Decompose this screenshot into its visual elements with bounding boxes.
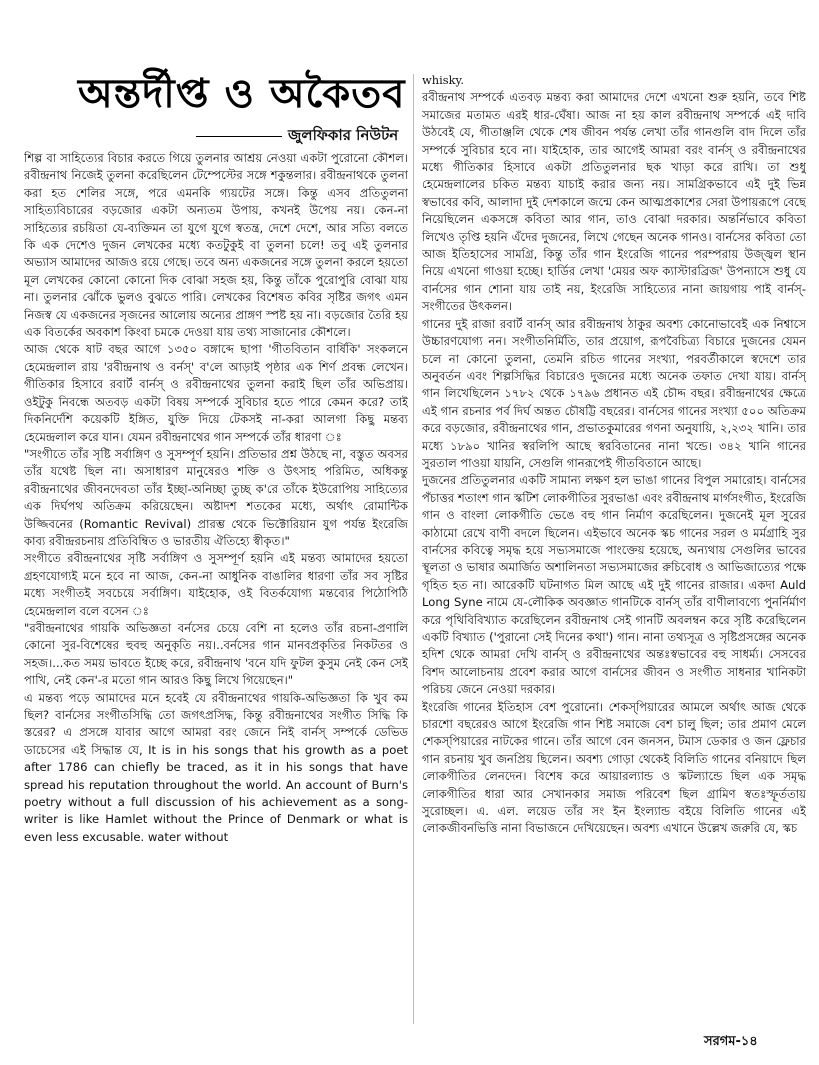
paragraph: রবীন্দ্রনাথ সম্পর্কে এতবড় মন্তব্য করা আমাদের দেশে এখনো শুরু হয়নি, তবে শিষ্ট সমাজের মতামত এরই ধার-ঘেঁষা। আজ না হয় কাল রবীন্দ্রনাথ সম্পর্কে এই দাবি উঠবেই যে, গীতাঞ্জলি থেকে শেষ জীবন পর্যন্ত লেখা তাঁর গানগুলি বাদ দিলে তাঁর সম্পর্কে সুবিচার হবে না। যাইহোক, তার আগেই আমরা বরং বার্নস্ ও রবীন্দ্রনাথের মধ্যে গীতিকার হিসাবে একটা প্রতিতুলনার ছক খাড়া করে রাখি। তা শুধু হেমেন্দ্রলালের চকিত মন্তব্য যাচাই করার জন্য নয়। সামগ্রিকভাবে এই দুই ভিন্ন স্বভাবের কবি, আলাদা দুই দেশকালে জন্মে কেন আত্মপ্রকাশের সেরা উপায়রূপে বেছে নিয়েছিলেন একসঙ্গে কবিতা আর গান, তাও বোঝা দরকার। অন্তর্নিভাবে কবিতা লিখেও তৃপ্তি হয়নি এঁদের দুজনের, লিখে গেছেন অনেক গানও। বার্নসের কবিতা তো আজ ইতিহাসের সামগ্রি, কিন্তু তাঁর গান ইংরেজি গানের পরম্পরায় উজ্জ্বল স্থান নিয়ে এখনো গাওয়া হচ্ছে। হার্ডির লেখা 'মেয়র অফ ক্যাস্টারব্রিজ' উপন্যাসে শুধু যে বার্নসের গান শোনা যায় তাই নয়, ইংরেজি সাহিত্যের নানা জায়গায় পাই বার্নস্-সংগীতের উৎকলন। [422, 90, 806, 314]
paragraph: গানের দুই রাজা রবার্ট বার্নস্ আর রবীন্দ্রনাথ ঠাকুর অবশ্য কোনোভাবেই এক নিশ্বাসে উচ্চারণযোগ্য নন। সংগীতনির্মিতি, তার প্রয়োগ, রূপবৈচিত্র্য বিচারে দুজনের যেমন চলে না কোনো তুলনা, তেমনি রচিত গানের সংখ্যা, পরবর্তীকালে স্বদেশে তার অনুবর্তন এবং শিল্পসিদ্ধির বিচারেও দুজনের মধ্যে অনেক তফাত দেখা যায়। বার্নস্ গান লিখেছিলেন ১৭৮২ থেকে ১৭৯৬ প্রধানত এই চৌদ্দ বছর। রবীন্দ্রনাথের ক্ষেত্রে এই গান রচনার পর্ব দির্ঘ অন্তত চৌষট্টি বছরের। বার্নসের গানের সংখ্যা ৫০০ অতিক্রম করে বড়জোর, রবীন্দ্রনাথের গান, প্রভাতকুমারের গণনা অনুযায়ি, ২,২৩২ খানি। তার মধ্যে ১৮৯০ খানির স্বরলিপি আছে স্বরবিতানের নানা খন্ডে। ৩৪২ খানি গানের সুরতাল পাওয়া যায়নি, সেগুলি গানরূপেই গীতবিতানে আছে। [422, 316, 806, 470]
paragraph-continuation: whisky. [422, 73, 465, 87]
column-divider [413, 74, 414, 1024]
quotation: "রবীন্দ্রনাথের গায়কি অভিজ্ঞতা বর্নসের চেয়ে বেশি না হলেও তাঁর রচনা-প্রণালি কোনো সুর-বিশেষের হুবহু অনুকৃতি নয়।..বর্নসের গান মানবপ্রকৃতির নিকটতর ও সহজ।...কত সময় ভাবতে ইচ্ছে করে, রবীন্দ্রনাথ 'বনে যদি ফুটল কুসুম নেই কেন সেই পাখি, নেই কেন'-র মতো গান আরও কিছু লিখে গিয়েছেন।" [24, 620, 408, 688]
quotation: "সংগীতে তাঁর সৃষ্টি সর্বাঙ্গিণ ও সুসম্পূর্ণ হয়নি। প্রতিভার প্রশ্ন উঠছে না, বস্তুত অবসর তাঁর যথেষ্ট ছিল না। অসাধারণ মানুষেরও শক্তি ও উৎসাহ পরিমিত, অধিকন্তু রবীন্দ্রনাথের জীবনদেবতা তাঁর ইচ্ছা-অনিচ্ছা তুচ্ছ ক'রে তাঁকে ইউরোপিয় সাহিত্যের এক দির্ঘপথ অতিক্রম করিয়েছেন। অষ্টাদশ শতকের মধ্যে, অর্থাৎ রোমান্টিক উজ্জিবনের (Romantic Revival) প্রারম্ভ থেকে ভিক্টোরিয়ান যুগ পর্যন্ত ইংরেজি কাব্য রবীন্দ্ররচনায় প্রতিবিম্বিত ও ভারতীয় ঐতিহ্যে স্বীকৃত।" [24, 446, 408, 548]
left-column [24, 150, 408, 1020]
paragraph: সংগীতে রবীন্দ্রনাথের সৃষ্টি সর্বাঙ্গিণ ও সুসম্পূর্ণ হয়নি এই মন্তব্য আমাদের হয়তো গ্রহণযোগ্যই মনে হবে না আজ, কেন-না আধুনিক বাঙালির ধারণা তাঁর সব সৃষ্টির মধ্যে সংগীতই সবচেয়ে সর্বাঙ্গিণ। যাইহোক, ওই বিতর্কযোগ্য মন্তব্যের পিঠোপিঠি হেমেন্দ্রলাল বলে বসেন ঃ [24, 551, 408, 618]
page-number: সরগম-১৪ [704, 1034, 758, 1049]
paragraph: দুজনের প্রতিতুলনার একটি সামান্য লক্ষণ হল ভাঙা গানের বিপুল সমারোহ। বার্নসের পঁচাত্তর শতাংশ গান স্কটিশ লোকগীতির সুরভাঙা এবং রবীন্দ্রনাথ মার্গসংগীত, ইংরেজি গান ও বাংলা লোকগীতি ভেঙে বহু গান নির্মাণ করেছিলেন। দুজনেই মূল সুরের কাঠামো রেখে বাণী বদলে ছিলেন। এইভাবে অনেক স্কচ গানের সরল ও মর্মগ্রাহি সুর বার্নসের কবিত্বে সমৃদ্ধ হয়ে সভ্যসমাজে পাংক্তেয় হয়েছে, অন্যথায় সেগুলির ভাবের স্থূলতা ও ভাষার অমার্জিত অশালিনতা সভ্যসমাজের রুচিবোধ ও আভিজাত্যের পক্ষে গৃহিত হত না। আরেকটি ঘটনাগত মিল আছে এই দুই গানের রাজার। একদা Auld Long Syne নামে যে-লৌকিক অবজ্ঞাত গানটিকে বার্নস্ তাঁর বাণীলাবণ্যে পুনর্নির্মাণ করে পৃথিবিবিখ্যাত করেছিলেন রবীন্দ্রনাথ সেই গানটি অবলম্বন করে সৃষ্টি করেছিলেন একটি বিখ্যাত ('পুরানো সেই দিনের কথা') গান। নানা তথ্যসূত্র ও সৃষ্টিপ্রসঙ্গের অনেক হদিশ থেকে আমরা দেখি বার্নস্ ও রবীন্দ্রনাথের অন্তঃস্বভাবের বহু সাধর্ম্য। সেসবের বিশদ আলোচনায় প্রবেশ করার আগে বার্নসের জীবন ও সংগীত সাধনার খানিকটা পরিচয় জেনে নেওয়া দরকার। [422, 473, 806, 697]
paragraph: আজ থেকে ষাট বছর আগে ১৩৫০ বঙ্গাব্দে ছাপা 'গীতবিতান বার্ষিকি' সংকলনে হেমেন্দ্রলাল রায় 'রবীন্দ্রনাথ ও বর্নস্' ব'লে আড়াই পৃষ্ঠার এক শির্ণ প্রবন্ধ লেখেন। গীতিকার হিসাবে রবার্ট বার্নস্ ও রবীন্দ্রনাথের তুলনা করাই ছিল তাঁর অভিপ্রায়। ওইটুকু নিবন্ধে অতবড় একটা বিষয় সম্পর্কে সুবিচার হতে পারে কেমন করে? তাই দিকনির্দেশি কয়েকটি ইঙ্গিত, যুক্তি দিয়ে টেকসই না-করা আলগা কিছু মন্তব্য হেমেন্দ্রলাল করে যান। যেমন রবীন্দ্রনাথের গান সম্পর্কে তাঁর ধারণা ঃ [24, 342, 408, 444]
author-name: জুলফিকার নিউটন [288, 126, 399, 144]
byline [196, 122, 408, 150]
paragraph: এ মন্তব্য পড়ে আমাদের মনে হবেই যে রবীন্দ্রনাথের গায়কি-অভিজ্ঞতা কি খুব কম ছিল? বার্নসের সংগীতসিদ্ধি তো জগৎপ্রসিদ্ধ, কিন্তু রবীন্দ্রনাথের সংগীত সিদ্ধি কি স্তরের? এ প্রসঙ্গে যাবার আগে আমরা বরং জেনে নিই বার্নস্ সম্পর্কে ডেভিড ডাচেসের এই সিদ্ধান্ত যে, It is in his songs that his growth as a poet after 1786 can chiefly be traced, as it in his songs that have spread his reputation throughout the world. An account of Burn's poetry without a full discussion of his achievement as a song-writer is like Hamlet without the Prince of Denmark or what is even less excusable. water without [24, 690, 408, 844]
paragraph: ইংরেজি গানের ইতিহাস বেশ পুরোনো। শেকস্‌পিয়ারের আমলে অর্থাৎ আজ থেকে চারশো বছরেরও আগে ইংরেজি গান শিষ্ট সমাজে বেশ চালু ছিল; তার প্রমাণ মেলে শেকস্‌পিয়ারের নাটকের গানে। তাঁর আগে বেন জনসন, টমাস ডেকার ও জন ফ্লেচার গান রচনায় খুব জনপ্রিয় ছিলেন। অবশ্য গোড়া থেকেই বিলিতি গানের বনিয়াদে ছিল লোকগীতির লেনদেন। বিশেষ করে আয়ারল্যান্ড ও স্কটল্যান্ডে ছিল এক সমৃদ্ধ লোকগীতির ধারা আর সেখানকার সমাজ পরিবেশ ছিল গ্রামিণ স্বতঃস্ফূর্ততায় সুরোচ্ছল। এ. এল. লয়েড তাঁর সং ইন ইংল্যান্ড বইয়ে বিলিতি গানের এই লোকজীবনভিত্তি নানা বিভাজনে দেখিয়েছেন। অবশ্য এখানে উল্লেখ জরুরি যে, স্কচ [422, 699, 806, 836]
right-column [422, 72, 806, 1022]
paragraph: শিল্প বা সাহিত্যের বিচার করতে গিয়ে তুলনার আশ্রয় নেওয়া একটা পুরোনো কৌশল। রবীন্দ্রনাথ নিজেই তুলনা করেছিলেন টেম্পেস্টের সঙ্গে শকুন্তলার। রবীন্দ্রনাথকে তুলনা করা হত শেলির সঙ্গে, পরে এমনকি গ্যয়টের সঙ্গে। কিন্তু এসব প্রতিতুলনা সাহিত্যবিচারের বড়জোর একটা অন্যতম উপায়, কখনই উপেয় নয়। কেন-না সাহিত্যের রচয়িতা যে-ব্যক্তিমন তা যুগে যুগে স্বতন্ত্র, দেশে দেশে, আর সত্যি বলতে কি এক দেশেও দুজন লেখকের মধ্যে কতটুকুই বা তুলনা চলে! তবু এই তুলনার অভ্যাস আমাদের আজও রয়ে গেছে। তবে অন্য একজনের সঙ্গে তুলনা করলে হয়তো মূল লেখকের কোনো কোনো দিক বোঝা সহজ হয়, কিন্তু তাঁকে পুরোপুরি বোঝা যায় না। তুলনার ঝোঁকে ভুলও বুঝতে পারি। লেখকের বিশেষত কবির সৃষ্টির জগৎ এমন নিজস্ব যে একজনের সৃজনের আলোয় অন্যের প্রাঙ্গণ স্পষ্ট হয় না। বড়জোর তৈরি হয় এক বিতর্কের অবকাশ কিংবা চমকে দেওয়া যায় তথ্য সাজানোর কৌশলে। [24, 151, 408, 340]
byline-rule [196, 136, 282, 137]
article-title: অন্তর্দীপ্ত ও অকৈতব [78, 70, 406, 117]
